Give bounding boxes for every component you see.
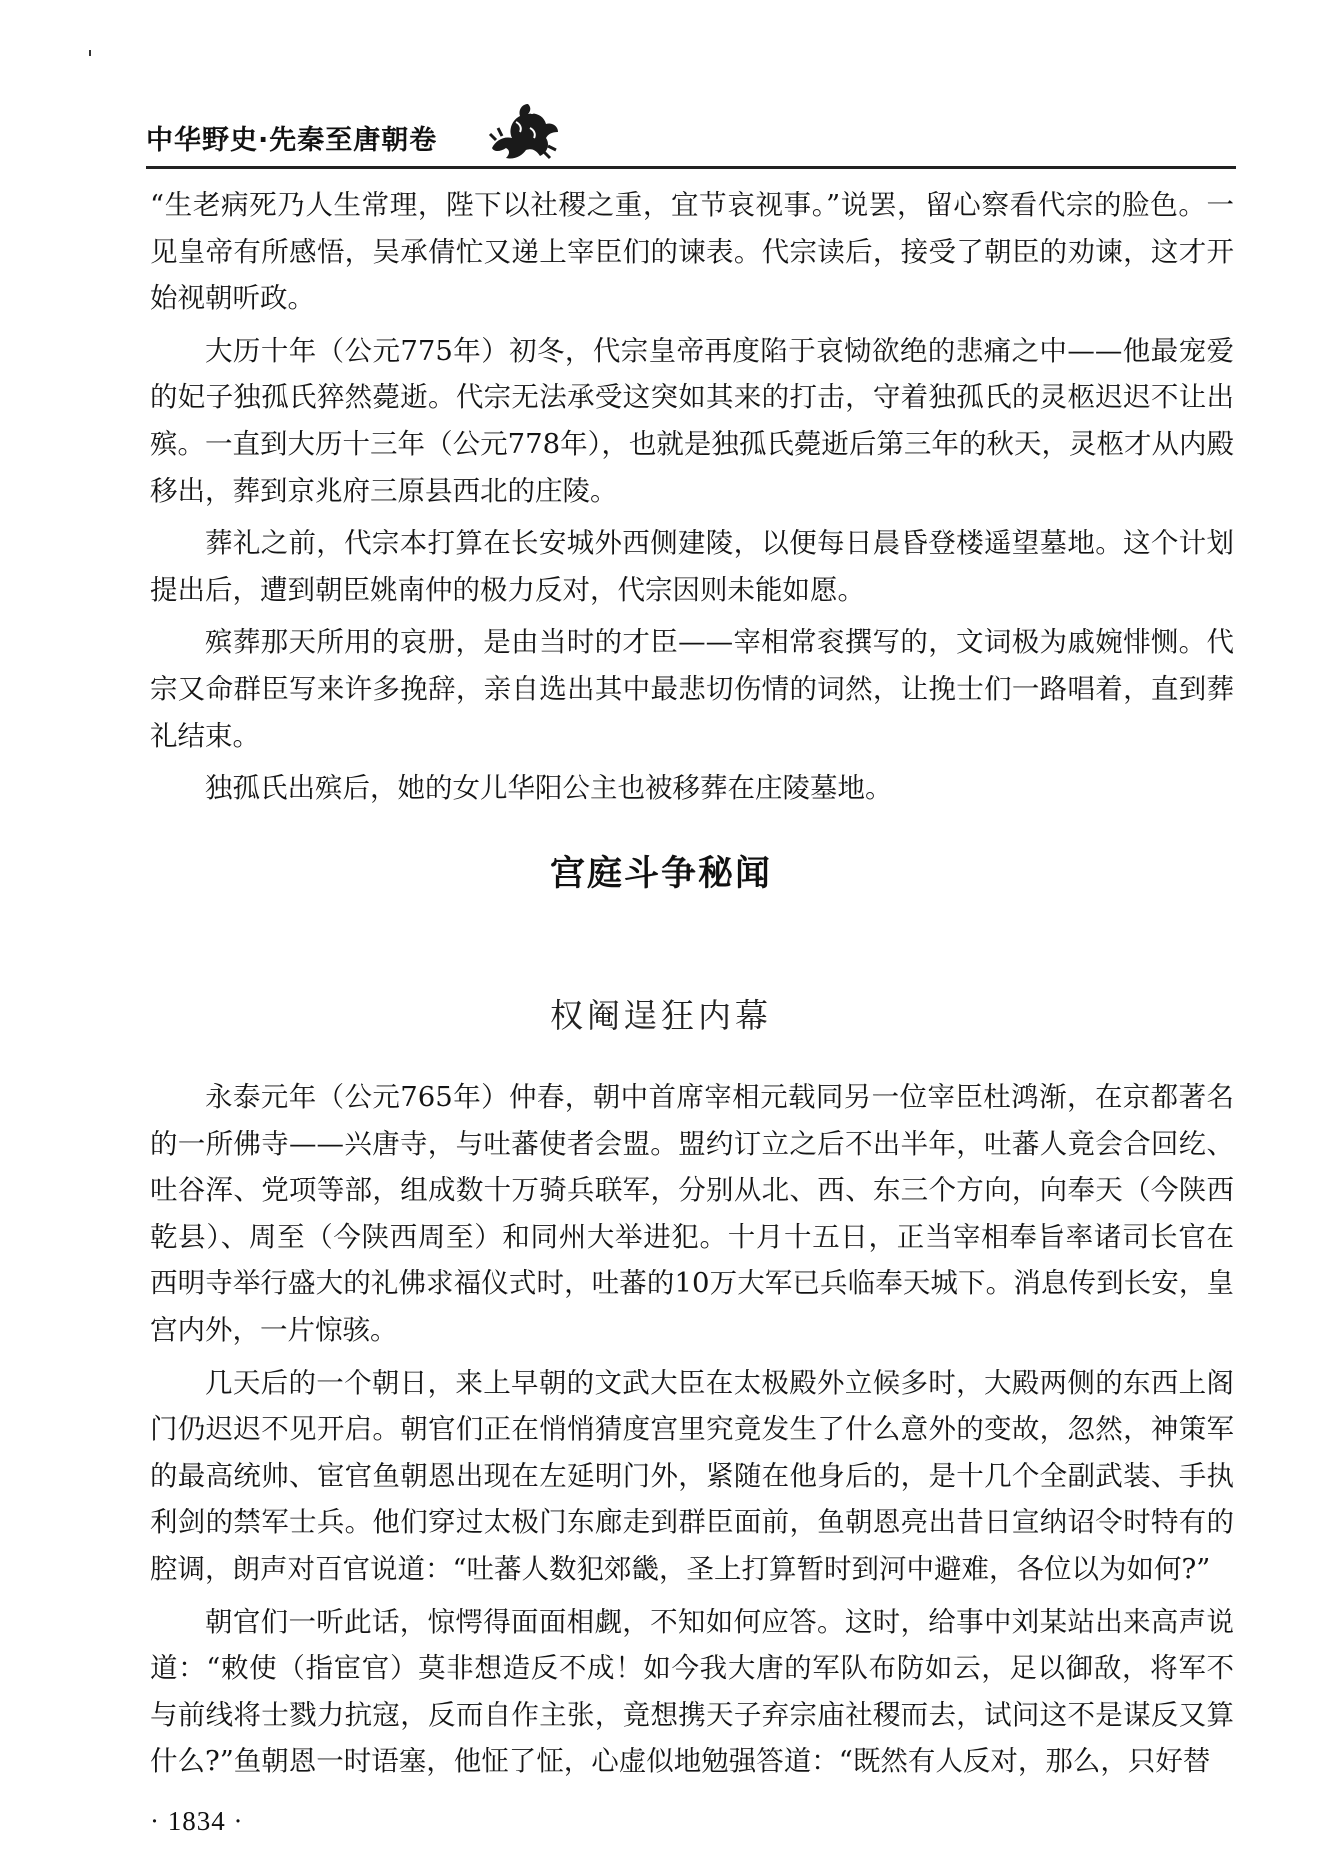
paragraph: 几天后的一个朝日，来上早朝的文武大臣在太极殿外立候多时，大殿两侧的东西上阁门仍迟迟不见开启。朝官们正在悄悄猜度宫里究竟发生了什么意外的变故，忽然，神策军的最高统帅、宦官鱼朝恩出现在左延明门外，紧随在他身后的，是十几个全副武装、手执利剑的禁军士兵。他们穿过太极门东廊走到群臣面前，鱼朝恩亮出昔日宣纳诏令时特有的腔调，朗声对百官说道：“吐蕃人数犯郊畿，圣上打算暂时到河中避难，各位以为如何?”	[150, 1366, 1234, 1585]
page-header	[146, 100, 572, 164]
section-title: 宫庭斗争秘闻	[549, 854, 772, 894]
scan-speck	[89, 50, 91, 56]
paragraph: 朝官们一听此话，惊愕得面面相觑，不知如何应答。这时，给事中刘某站出来高声说道：“敕使（指宦官）莫非想造反不成！如今我大唐的军队布防如云，足以御敌，将军不与前线将士戮力抗寇，反而自作主张，竟想携天子弃宗庙社稷而去，试问这不是谋反又算什么?”鱼朝恩一时语塞，他怔了怔，心虚似地勉强答道：“既然有人反对，那么，只好替	[150, 1605, 1234, 1778]
dragon-emblem-icon	[486, 100, 562, 162]
paragraph: 大历十年（公元775年）初冬，代宗皇帝再度陷于哀恸欲绝的悲痛之中——他最宠爱的妃子独孤氏猝然薨逝。代宗无法承受这突如其来的打击，守着独孤氏的灵柩迟迟不让出殡。一直到大历十三年（公元778年），也就是独孤氏薨逝后第三年的秋天，灵柩才从内殿移出，葬到京兆府三原县西北的庄陵。	[150, 334, 1234, 507]
paragraph: 永泰元年（公元765年）仲春，朝中首席宰相元载同另一位宰臣杜鸿渐，在京都著名的一所佛寺——兴唐寺，与吐蕃使者会盟。盟约订立之后不出半年，吐蕃人竟会合回纥、吐谷浑、党项等部，组成数十万骑兵联军，分别从北、西、东三个方向，向奉天（今陕西乾县）、周至（今陕西周至）和同州大举进犯。十月十五日，正当宰相奉旨率诸司长官在西明寺举行盛大的礼佛求福仪式时，吐蕃的10万大军已兵临奉天城下。消息传到长安，皇宫内外，一片惊骇。	[150, 1081, 1234, 1346]
paragraph: 葬礼之前，代宗本打算在长安城外西侧建陵，以便每日晨昏登楼遥望墓地。这个计划提出后，遭到朝臣姚南仲的极力反对，代宗因则未能如愿。	[150, 527, 1234, 606]
page-number: · 1834 ·	[150, 1806, 244, 1836]
paragraph: “生老病死乃人生常理，陛下以社稷之重，宜节哀视事。”说罢，留心察看代宗的脸色。一见皇帝有所感悟，吴承倩忙又递上宰臣们的谏表。代宗读后，接受了朝臣的劝谏，这才开始视朝听政。	[150, 189, 1234, 315]
body-text-bottom	[150, 1074, 1234, 1785]
running-title: 中华野史·先秦至唐朝卷	[146, 125, 438, 156]
paragraph: 独孤氏出殡后，她的女儿华阳公主也被移葬在庄陵墓地。	[205, 772, 893, 805]
header-rule	[146, 166, 1236, 169]
subsection-title: 权阉逞狂内幕	[550, 996, 772, 1035]
body-text-top	[150, 182, 1234, 812]
paragraph: 殡葬那天所用的哀册，是由当时的才臣——宰相常衮撰写的，文词极为戚婉悱恻。代宗又命群臣写来许多挽辞，亲自选出其中最悲切伤情的词然，让挽士们一路唱着，直到葬礼结束。	[150, 626, 1234, 752]
